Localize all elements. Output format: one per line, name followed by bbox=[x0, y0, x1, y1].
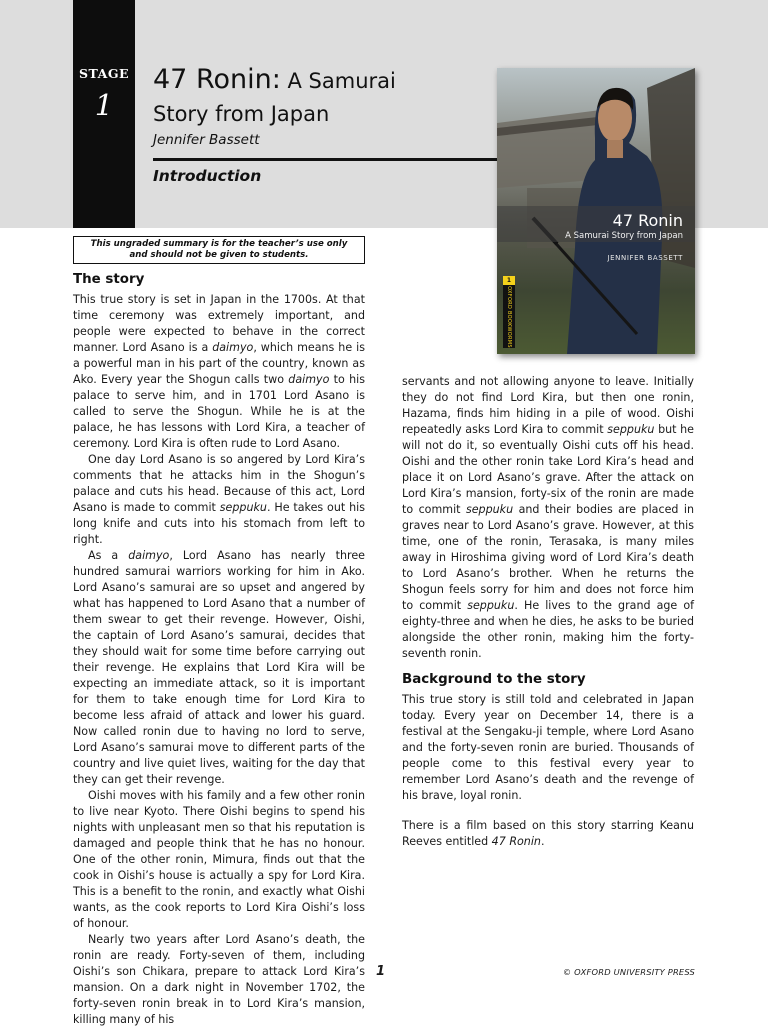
teacher-notice bbox=[73, 236, 365, 264]
book-cover bbox=[497, 68, 695, 354]
stage-tab bbox=[73, 0, 135, 228]
story-paragraph-1: This true story is set in Japan in the 1700s. At that time ceremony was extremely important, and people were expected to behave in the correct manner. Lord Asano is a daimyo, which means he is a powerful man in his part of the country, known as Ako. Every year the Shogun calls two daimyo to his palace to serve him, and in 1701 Lord Asano is called to serve the Shogun. While he is at the palace, he has lessons with Lord Kira, a teacher of ceremony. Lord Kira is often rude to Lord Asano. bbox=[73, 293, 365, 450]
stage-number: 1 bbox=[94, 88, 114, 122]
cover-title: 47 Ronin bbox=[612, 211, 683, 230]
title-divider bbox=[153, 158, 498, 161]
story-paragraph-3: As a daimyo, Lord Asano has nearly three hundred samurai warriors working for him in Ako. Lord Asano’s samurai are so upset and angered by what has happened to Lord Asano that a number of them swear to get their revenge. However, Oishi, the captain of Lord Asano’s samurai, decides that they should wait for some time before carrying out their revenge. He explains that Lord Kira will be expecting an immediate attack, so it is important for them to take enough time for Lord Kira to become less afraid of attack and lower his guard. Now called ronin due to having no lord to serve, Lord Asano’s samurai move to different parts of the country and live quiet lives, waiting for the day that they can get their revenge. bbox=[73, 549, 365, 786]
notice-line-2: and should not be given to students. bbox=[129, 250, 309, 260]
notice-line-1: This ungraded summary is for the teacher’s use only bbox=[90, 239, 348, 249]
cover-author: JENNIFER BASSETT bbox=[607, 254, 683, 262]
story-paragraph-2: One day Lord Asano is so angered by Lord Kira’s comments that he attacks him in the Shogun’s palace and cuts his head. Because of this act, Lord Asano is made to commit seppuku. He takes out his long knife and cuts into his stomach from left to right. bbox=[73, 453, 365, 546]
cover-stage-badge: 1 bbox=[503, 276, 515, 285]
author: Jennifer Bassett bbox=[153, 132, 260, 148]
section-title: Introduction bbox=[153, 167, 262, 185]
book-title bbox=[153, 64, 396, 130]
cover-series-name: OXFORD BOOKWORMS bbox=[506, 286, 512, 348]
page-number: 1 bbox=[376, 964, 386, 979]
left-column bbox=[73, 270, 365, 1028]
story-paragraph-5: Nearly two years after Lord Asano’s death, the ronin are ready. Forty-seven of them, including Oishi’s son Chikara, prepare to attack Lord Kira’s mansion. On a dark night in November 1702, the forty-seven ronin break in to Lord Kira’s mansion, killing many of his bbox=[73, 933, 365, 1026]
cover-subtitle: A Samurai Story from Japan bbox=[565, 231, 683, 241]
stage-label: STAGE bbox=[78, 66, 130, 81]
title-main: 47 Ronin: bbox=[153, 64, 281, 95]
title-line2: Story from Japan bbox=[153, 102, 330, 126]
publisher-credit: © OXFORD UNIVERSITY PRESS bbox=[562, 967, 695, 977]
cover-series-strip bbox=[503, 276, 515, 348]
background-paragraph-2: There is a film based on this story starring Keanu Reeves entitled 47 Ronin. bbox=[402, 819, 694, 848]
story-paragraph-6: servants and not allowing anyone to leave. Initially they do not find Lord Kira, but then one ronin, Hazama, finds him hiding in a pile of wood. Oishi repeatedly asks Lord Kira to commit seppuku but he will not do it, so eventually Oishi cuts off his head. Oishi and the other ronin take Lord Kira’s head and place it on Lord Asano’s grave. After the attack on Lord Kira’s mansion, forty-six of the ronin are made to commit seppuku and their bodies are placed in graves near to Lord Asano’s grave. However, at this time, one of the ronin, Terasaka, is many miles away in Hiroshima giving word of Lord Kira’s death to Lord Asano’s brother. When he returns the Shogun feels sorry for him and does not force him to commit seppuku. He lives to the grand age of eighty-three and when he dies, he asks to be buried alongside the other ronin, making him the forty-seventh ronin. bbox=[402, 375, 695, 660]
background-heading: Background to the story bbox=[402, 672, 586, 687]
story-paragraph-4: Oishi moves with his family and a few other ronin to live near Kyoto. There Oishi begins to spend his nights with unpleasant men so that his reputation is damaged and people think that he has no honour. One of the other ronin, Mimura, finds out that the cook in Oishi’s house is actually a spy for Lord Kira. This is a benefit to the ronin, and exactly what Oishi wants, as the cook reports to Lord Kira Oishi’s loss of honour. bbox=[73, 789, 365, 930]
background-paragraph-1: This true story is still told and celebrated in Japan today. Every year on December 14, there is a festival at the Sengaku-ji temple, where Lord Asano and the forty-seven ronin are buried. Thousands of people come to this festival every year to remember Lord Asano’s death and the revenge of his brave, loyal ronin. bbox=[402, 693, 694, 802]
title-rest: A Samurai bbox=[280, 69, 396, 93]
story-heading: The story bbox=[73, 272, 145, 287]
right-column bbox=[402, 374, 694, 850]
